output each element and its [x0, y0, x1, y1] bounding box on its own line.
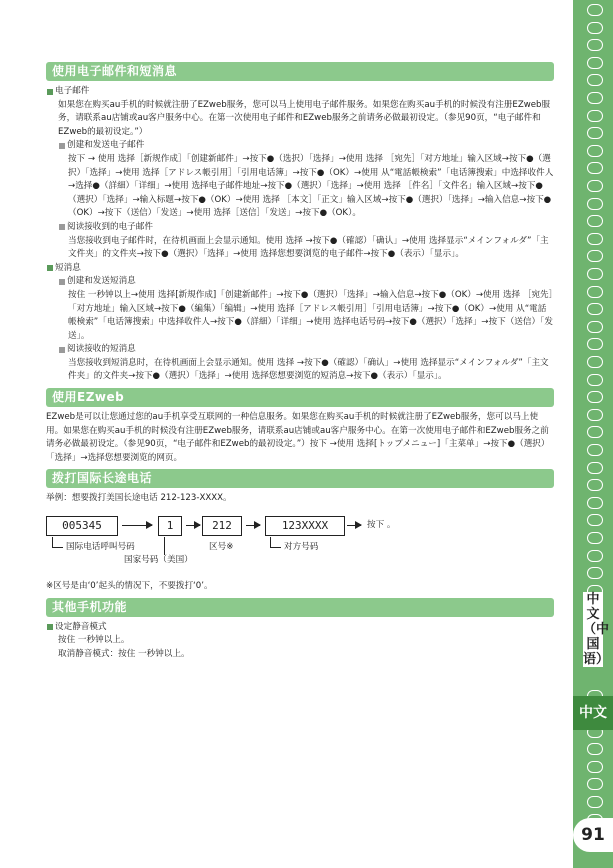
- receive-email-steps: 当您接收到电子邮件时，在待机画面上会显示通知。使用 选择 →按下●（確認）「确认」→使用 选择显示“メインフォルダ”「主文件夹」的文件夹→按下●（選択）「选择」→使用 选择您想要浏览的电子邮件→按下●（表示）「显示」。: [68, 235, 549, 260]
- arrow-icon: [122, 525, 152, 526]
- arrow-icon: [246, 525, 260, 526]
- subheading-create-email: 创建和发送电子邮件: [46, 139, 554, 153]
- binder-ring: [587, 286, 603, 298]
- page-content: [46, 58, 554, 661]
- binder-ring: [587, 778, 603, 790]
- leader-line: [164, 537, 169, 555]
- silent-on-text: 按住 一秒钟以上。: [58, 635, 130, 646]
- binder-ring: [587, 110, 603, 122]
- binder-ring: [587, 92, 603, 104]
- binder-ring: [587, 514, 603, 526]
- binder-ring: [587, 162, 603, 174]
- subheading-create-sms: 创建和发送短消息: [46, 275, 554, 289]
- binder-ring: [587, 444, 603, 456]
- binder-ring: [587, 479, 603, 491]
- binder-ring: [587, 497, 603, 509]
- binder-ring: [587, 39, 603, 51]
- binder-ring: [587, 233, 603, 245]
- subheading-sms: 短消息: [46, 262, 554, 276]
- dial-box-area-code: 212: [202, 516, 242, 536]
- binder-ring: [587, 426, 603, 438]
- arrow-icon: [186, 525, 200, 526]
- dial-box-country-code: 1: [158, 516, 182, 536]
- binder-ring: [587, 4, 603, 16]
- label-country-code: 国家号码（美国）: [124, 555, 193, 566]
- dial-end-text: 按下 。: [367, 520, 396, 531]
- label-number: 对方号码: [284, 542, 319, 553]
- binder-ring: [587, 743, 603, 755]
- intl-note: ※区号是由‘0’起头的情况下，不要拨打‘0’。: [46, 581, 213, 592]
- binder-ring: [587, 567, 603, 579]
- binder-ring: [587, 356, 603, 368]
- binder-ring: [587, 215, 603, 227]
- language-tab[interactable]: 中文: [573, 696, 613, 730]
- dial-box-intl-code: 005345: [46, 516, 118, 536]
- binder-ring: [587, 374, 603, 386]
- label-intl-code: 国际电话呼叫号码: [66, 542, 135, 553]
- section-heading-other: 其他手机功能: [46, 598, 554, 617]
- binder-ring: [587, 22, 603, 34]
- create-email-steps: 按下 → 使用 选择［新规作成］「创建新邮件」→按下●（选択）「选择」→使用 选择 ［宛先］「对方地址」输入区域→按下●（選択）「选择」→使用 选择［アドレス帳引用］「引用电话簿」→按下●（OK）→使用 从“電話帳検索”「电话簿搜索」中选择收件人→选择●（詳細）「详细」→使用 选择电子邮件地址→按下●（選択）「选择」→使用 选择 ［件名］「文件名」输入区域→按下●（選択）「选择」→输入标题→按下●（OK）→使用 选择 ［本文］「正文」输入区域→按下●（選択）「选择」→输入信息→按下●（OK）→按下（送信）「发送」→使用 选择［送信］「发送」→按下●（OK）。: [68, 153, 554, 219]
- label-area-code: 区号※: [209, 542, 234, 553]
- leader-line: [270, 537, 281, 548]
- subheading-receive-email: 阅读接收到的电子邮件: [46, 221, 554, 235]
- binder-ring: [587, 550, 603, 562]
- language-label-vertical: 中文（中国语）: [583, 592, 610, 667]
- silent-off-text: 取消静音模式：按住 一秒钟以上。: [58, 648, 190, 659]
- page-number: 91: [573, 818, 613, 852]
- binder-ring: [587, 74, 603, 86]
- subheading-silent-mode: 设定静音模式: [46, 621, 554, 635]
- binder-ring: [587, 57, 603, 69]
- binder-ring: [587, 198, 603, 210]
- binder-ring: [587, 462, 603, 474]
- arrow-icon: [347, 525, 361, 526]
- dial-sequence-diagram: [46, 510, 554, 580]
- binder-ring: [587, 338, 603, 350]
- subheading-receive-sms: 阅读接收的短消息: [46, 343, 554, 357]
- binder-ring: [587, 268, 603, 280]
- binder-ring: [587, 127, 603, 139]
- section-heading-ezweb: 使用EZweb: [46, 388, 554, 407]
- binder-ring: [587, 761, 603, 773]
- binder-ring: [587, 180, 603, 192]
- intl-example: 举例：想要拨打美国长途电话 212-123-XXXX。: [46, 493, 232, 504]
- leader-line: [52, 537, 63, 548]
- dial-box-number: 123XXXX: [265, 516, 345, 536]
- section-heading-email: 使用电子邮件和短消息: [46, 62, 554, 81]
- binder-ring: [587, 796, 603, 808]
- binder-ring: [587, 303, 603, 315]
- section-heading-intl: 拨打国际长途电话: [46, 469, 554, 488]
- subheading-email: 电子邮件: [46, 85, 554, 99]
- binder-ring: [587, 145, 603, 157]
- binder-ring: [587, 250, 603, 262]
- binder-ring: [587, 391, 603, 403]
- receive-sms-steps: 当您接收到短消息时，在待机画面上会显示通知。使用 选择 →按下●（確認）「确认」→使用 选择显示“メインフォルダ”「主文件夹」的文件夹→按下●（選択）「选择」→使用 选择您想要浏览的短消息→按下●（表示）「显示」。: [68, 357, 549, 382]
- binder-ring: [587, 532, 603, 544]
- ezweb-body: EZweb是可以让您通过您的au手机享受互联网的一种信息服务。如果您在购买au手机的时候就注册了EZweb服务，您可以马上使用。如果您在购买au手机的时候没有注册EZweb服务，请联系au店铺或au客户服务中心。在第一次使用电子邮件和EZweb服务之前请务必做最初设定。（参见90页，“电子邮件和EZweb的最初设定。”）按下 →使用 选择[トップメニュー]「主菜单」→按下●（選択）「选择」→选择您想要浏览的网页。: [46, 412, 550, 463]
- binder-ring: [587, 409, 603, 421]
- email-intro: 如果您在购买au手机的时候就注册了EZweb服务，您可以马上使用电子邮件服务。如果您在购买au手机的时候没有注册EZweb服务，请联系au店铺或au客户服务中心。在第一次使用电子邮件和EZweb服务之前请务必做最初设定。（参见90页，“电子邮件和EZweb的最初设定。”）: [58, 99, 551, 137]
- binder-ring: [587, 321, 603, 333]
- create-sms-steps: 按住 一秒钟以上→使用 选择[新規作成]「创建新邮件」→按下●（選択）「选择」→输入信息→按下●（OK）→使用 选择 ［宛先］「对方地址」输入区域→按下●（編集）「编辑」→使用 选择［アドレス帳引用］「引用电话簿」→按下●（OK）→使用 从“電話帳検索”「电话簿搜索」中选择收件人→按下●（詳細）「详细」→使用 选择电话号码→按下●（選択）「选择」→按下（送信）「发送」。: [68, 289, 553, 341]
